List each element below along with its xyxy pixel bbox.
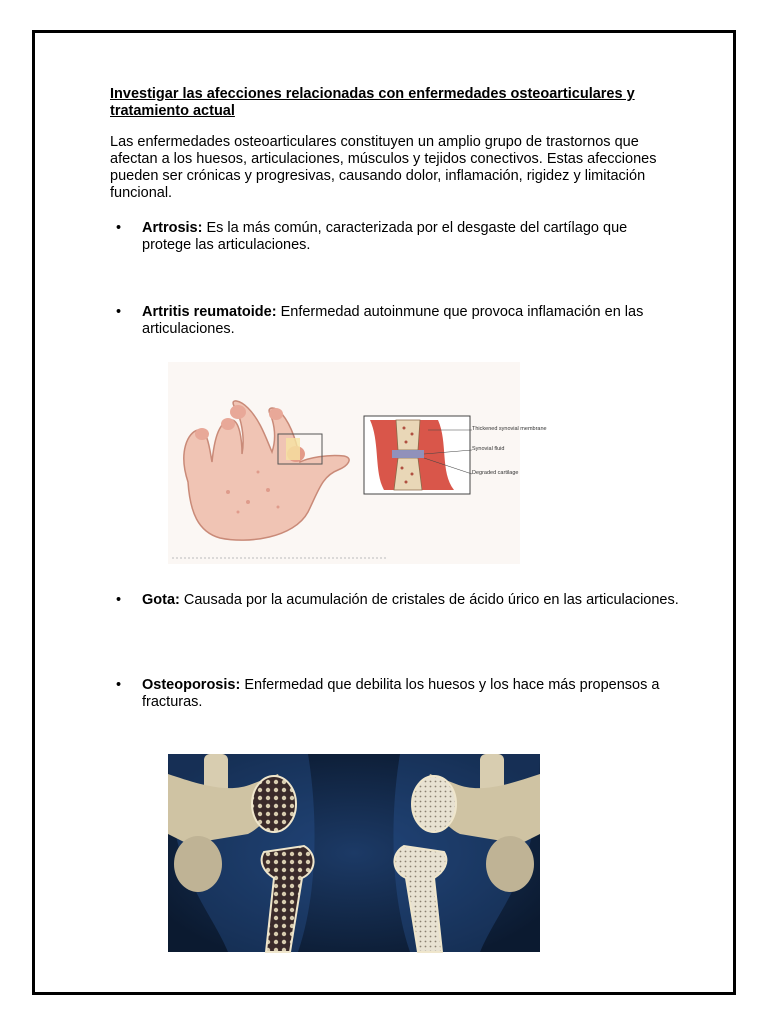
label-synovial-fluid: Synovial fluid: [472, 446, 505, 452]
bullet-term: Artrosis:: [142, 220, 203, 236]
rheumatoid-arthritis-figure: [168, 362, 547, 564]
document-title: Investigar las afecciones relacionadas con enfermedades osteoarticulares y tratamiento actual: [110, 86, 635, 119]
label-degraded-cartilage: Degraded cartilage: [472, 470, 519, 476]
joint-cross-section-icon: [364, 416, 472, 494]
list-item-osteoporosis: [110, 677, 702, 711]
bullet-icon: •: [116, 220, 122, 236]
list-item-gota: [110, 592, 702, 609]
intro-paragraph: Las enfermedades osteoarticulares constituyen un amplio grupo de trastornos que afectan a los huesos, articulaciones, músculos y tejidos conectivos. Estas afecciones pueden ser crónicas y progresivas, causando dolor, inflamación, rigidez y limitación funcional.: [110, 134, 657, 201]
bullet-icon: •: [116, 677, 122, 693]
deformed-hand-icon: [184, 401, 349, 540]
bullet-text: Es la más común, caracterizada por el desgaste del cartílago que protege las articulaciones.: [142, 220, 628, 253]
osteoporosis-hip-figure: [168, 754, 540, 952]
hand-joint-illustration: [168, 362, 547, 564]
list-item-artritis: [110, 304, 670, 338]
bullet-text: Enfermedad autoinmune que provoca inflamación en las articulaciones.: [142, 304, 644, 337]
bullet-text: Enfermedad que debilita los huesos y los hace más propensos a fracturas.: [142, 677, 660, 710]
bullet-icon: •: [116, 592, 122, 608]
list-item-artrosis: [110, 220, 670, 254]
hip-bones-illustration: [168, 754, 540, 952]
bullet-term: Artritis reumatoide:: [142, 304, 277, 320]
label-thickened-membrane: Thickened synovial membrane: [472, 426, 547, 432]
bullet-term: Osteoporosis:: [142, 677, 241, 693]
bullet-text: Causada por la acumulación de cristales de ácido úrico en las articulaciones.: [183, 592, 679, 608]
document-body: [110, 86, 670, 338]
bullet-icon: •: [116, 304, 122, 320]
bullet-term: Gota:: [142, 592, 180, 608]
